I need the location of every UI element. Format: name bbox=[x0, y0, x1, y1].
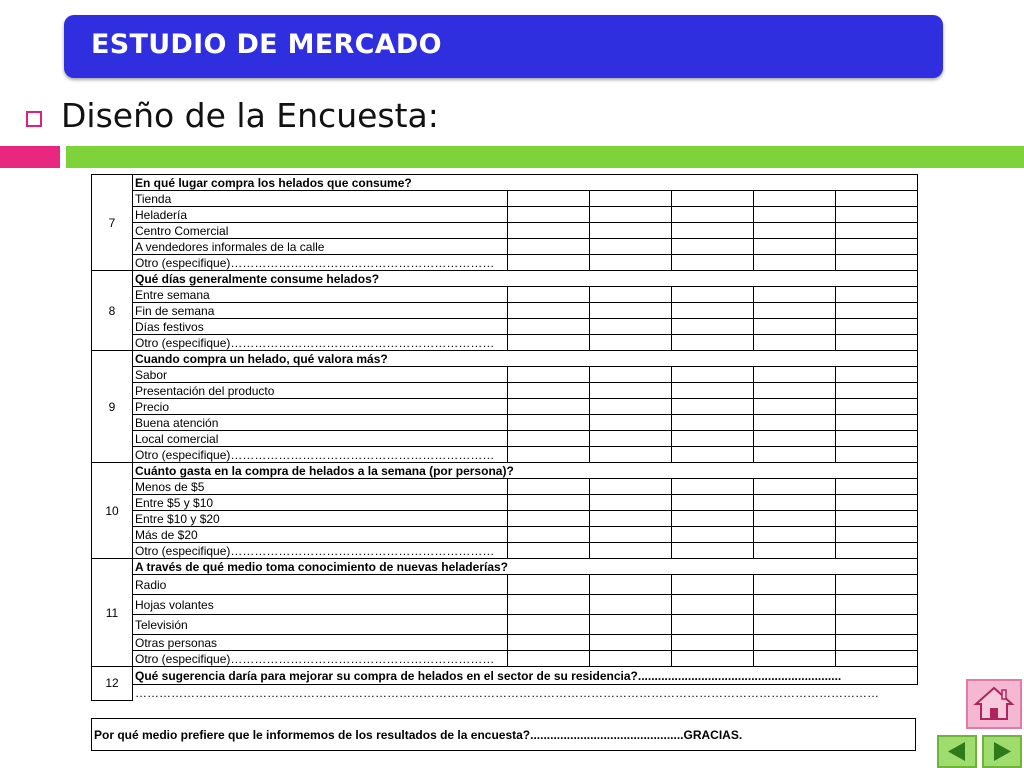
option-label: Entre $10 y $20 bbox=[133, 511, 508, 527]
answer-cell[interactable] bbox=[508, 191, 590, 207]
answer-cell[interactable] bbox=[672, 367, 754, 383]
answer-cell[interactable] bbox=[836, 415, 918, 431]
question-number: 9 bbox=[92, 351, 133, 463]
answer-cell[interactable] bbox=[836, 615, 918, 635]
answer-cell[interactable] bbox=[672, 635, 754, 651]
answer-cell[interactable] bbox=[672, 399, 754, 415]
answer-cell[interactable] bbox=[508, 415, 590, 431]
option-label: Otro (especifique)………………………………………………………… bbox=[133, 651, 508, 667]
answer-cell[interactable] bbox=[672, 495, 754, 511]
option-row bbox=[92, 319, 918, 335]
option-row bbox=[92, 415, 918, 431]
answer-cell[interactable] bbox=[754, 367, 836, 383]
option-label: Otro (especifique)………………………………………………………… bbox=[133, 255, 508, 271]
option-label: Televisión bbox=[133, 615, 508, 635]
answer-cell[interactable] bbox=[754, 651, 836, 667]
accent-stripe-pink bbox=[0, 146, 60, 168]
answer-cell[interactable] bbox=[672, 223, 754, 239]
answer-cell[interactable] bbox=[590, 511, 672, 527]
answer-cell[interactable] bbox=[672, 383, 754, 399]
option-row bbox=[92, 575, 918, 595]
answer-cell[interactable] bbox=[672, 595, 754, 615]
answer-cell[interactable] bbox=[508, 367, 590, 383]
option-row bbox=[92, 431, 918, 447]
answer-cell[interactable] bbox=[754, 543, 836, 559]
answer-cell[interactable] bbox=[672, 575, 754, 595]
answer-cell[interactable] bbox=[754, 287, 836, 303]
answer-cell[interactable] bbox=[754, 207, 836, 223]
option-label: Centro Comercial bbox=[133, 223, 508, 239]
answer-cell[interactable] bbox=[754, 511, 836, 527]
answer-cell[interactable] bbox=[754, 615, 836, 635]
answer-cell[interactable] bbox=[836, 447, 918, 463]
option-row bbox=[92, 383, 918, 399]
option-label: Otro (especifique)………………………………………………………… bbox=[133, 543, 508, 559]
option-row bbox=[92, 615, 918, 635]
option-row bbox=[92, 367, 918, 383]
option-row bbox=[92, 511, 918, 527]
answer-cell[interactable] bbox=[508, 303, 590, 319]
option-row bbox=[92, 191, 918, 207]
answer-cell[interactable] bbox=[836, 207, 918, 223]
answer-cell[interactable] bbox=[590, 239, 672, 255]
option-row bbox=[92, 399, 918, 415]
answer-cell[interactable] bbox=[590, 495, 672, 511]
answer-cell[interactable] bbox=[836, 495, 918, 511]
answer-cell[interactable] bbox=[508, 495, 590, 511]
answer-cell[interactable] bbox=[508, 615, 590, 635]
answer-cell[interactable] bbox=[754, 239, 836, 255]
option-label: Presentación del producto bbox=[133, 383, 508, 399]
question-text: Qué días generalmente consume helados? bbox=[133, 271, 918, 287]
option-label: Otras personas bbox=[133, 635, 508, 651]
answer-cell[interactable] bbox=[590, 287, 672, 303]
answer-cell[interactable] bbox=[754, 595, 836, 615]
answer-cell[interactable] bbox=[590, 431, 672, 447]
answer-cell[interactable] bbox=[672, 319, 754, 335]
option-row bbox=[92, 543, 918, 559]
option-row bbox=[92, 495, 918, 511]
answer-cell[interactable] bbox=[508, 511, 590, 527]
answer-cell[interactable] bbox=[672, 335, 754, 351]
answer-cell[interactable] bbox=[508, 447, 590, 463]
answer-cell[interactable] bbox=[590, 479, 672, 495]
option-label: Precio bbox=[133, 399, 508, 415]
answer-cell[interactable] bbox=[508, 479, 590, 495]
title-bar bbox=[64, 15, 943, 78]
answer-cell[interactable] bbox=[836, 651, 918, 667]
answer-cell[interactable] bbox=[590, 319, 672, 335]
question-text: Cuando compra un helado, qué valora más? bbox=[133, 351, 918, 367]
option-row bbox=[92, 303, 918, 319]
question-number: 11 bbox=[92, 559, 133, 667]
next-slide-button[interactable] bbox=[982, 735, 1022, 768]
option-row bbox=[92, 635, 918, 651]
option-row bbox=[92, 651, 918, 667]
previous-slide-button[interactable] bbox=[937, 735, 977, 768]
answer-cell[interactable] bbox=[508, 287, 590, 303]
answer-cell[interactable] bbox=[590, 207, 672, 223]
answer-line-row bbox=[92, 685, 918, 701]
answer-cell[interactable] bbox=[754, 415, 836, 431]
answer-cell[interactable] bbox=[754, 383, 836, 399]
answer-cell[interactable] bbox=[836, 511, 918, 527]
slide-title: ESTUDIO DE MERCADO bbox=[91, 29, 442, 60]
answer-cell[interactable] bbox=[672, 527, 754, 543]
section-heading: Diseño de la Encuesta: bbox=[61, 96, 439, 135]
answer-cell[interactable] bbox=[672, 287, 754, 303]
answer-cell[interactable] bbox=[672, 511, 754, 527]
survey-table bbox=[91, 174, 918, 701]
question-row bbox=[92, 559, 918, 575]
question-number: 12 bbox=[92, 667, 133, 701]
answer-cell[interactable] bbox=[590, 303, 672, 319]
answer-cell[interactable] bbox=[508, 527, 590, 543]
answer-cell[interactable] bbox=[836, 431, 918, 447]
answer-cell[interactable] bbox=[836, 239, 918, 255]
option-row bbox=[92, 239, 918, 255]
question-text: En qué lugar compra los helados que consume? bbox=[133, 175, 918, 191]
answer-cell[interactable] bbox=[590, 615, 672, 635]
option-label: Otro (especifique)………………………………………………………… bbox=[133, 335, 508, 351]
option-label: A vendedores informales de la calle bbox=[133, 239, 508, 255]
question-row bbox=[92, 463, 918, 479]
answer-cell[interactable] bbox=[836, 595, 918, 615]
question-number: 7 bbox=[92, 175, 133, 271]
answer-cell[interactable] bbox=[590, 651, 672, 667]
answer-cell[interactable] bbox=[836, 367, 918, 383]
option-label: Buena atención bbox=[133, 415, 508, 431]
answer-cell[interactable] bbox=[836, 319, 918, 335]
answer-cell[interactable] bbox=[672, 651, 754, 667]
option-label: Fin de semana bbox=[133, 303, 508, 319]
option-row bbox=[92, 335, 918, 351]
answer-cell[interactable] bbox=[754, 479, 836, 495]
answer-cell[interactable] bbox=[590, 543, 672, 559]
triangle-right-icon bbox=[984, 737, 1020, 766]
question-number: 10 bbox=[92, 463, 133, 559]
question-text: Cuánto gasta en la compra de helados a la semana (por persona)? bbox=[133, 463, 918, 479]
option-label: Sabor bbox=[133, 367, 508, 383]
answer-cell[interactable] bbox=[508, 635, 590, 651]
answer-cell[interactable] bbox=[590, 447, 672, 463]
option-label: Hojas volantes bbox=[133, 595, 508, 615]
answer-cell[interactable] bbox=[754, 335, 836, 351]
answer-cell[interactable] bbox=[590, 595, 672, 615]
question-text: Qué sugerencia daría para mejorar su compra de helados en el sector de su residencia?............................................................. bbox=[133, 667, 918, 685]
answer-cell[interactable] bbox=[508, 399, 590, 415]
answer-cell[interactable] bbox=[590, 335, 672, 351]
question-number: 8 bbox=[92, 271, 133, 351]
question-row bbox=[92, 351, 918, 367]
option-row bbox=[92, 207, 918, 223]
answer-cell[interactable] bbox=[754, 635, 836, 651]
answer-cell[interactable] bbox=[508, 431, 590, 447]
answer-cell[interactable] bbox=[836, 635, 918, 651]
option-label: Entre semana bbox=[133, 287, 508, 303]
answer-cell[interactable] bbox=[754, 303, 836, 319]
answer-cell[interactable] bbox=[508, 255, 590, 271]
home-icon bbox=[968, 681, 1020, 727]
answer-cell[interactable] bbox=[508, 335, 590, 351]
answer-cell[interactable] bbox=[508, 543, 590, 559]
answer-cell[interactable] bbox=[672, 615, 754, 635]
answer-cell[interactable] bbox=[754, 255, 836, 271]
answer-cell[interactable] bbox=[590, 575, 672, 595]
answer-cell[interactable] bbox=[508, 223, 590, 239]
answer-dotted-line[interactable]: …………………………………………………………………………………………………………………………………………………………………… bbox=[133, 685, 918, 701]
option-row bbox=[92, 527, 918, 543]
answer-cell[interactable] bbox=[672, 255, 754, 271]
answer-cell[interactable] bbox=[836, 335, 918, 351]
answer-cell[interactable] bbox=[836, 223, 918, 239]
answer-cell[interactable] bbox=[672, 447, 754, 463]
answer-cell[interactable] bbox=[836, 255, 918, 271]
option-label: Otro (especifique)………………………………………………………… bbox=[133, 447, 508, 463]
answer-cell[interactable] bbox=[754, 319, 836, 335]
option-label: Entre $5 y $10 bbox=[133, 495, 508, 511]
answer-cell[interactable] bbox=[672, 239, 754, 255]
answer-cell[interactable] bbox=[672, 431, 754, 447]
option-row bbox=[92, 595, 918, 615]
answer-cell[interactable] bbox=[836, 543, 918, 559]
answer-cell[interactable] bbox=[836, 399, 918, 415]
answer-cell[interactable] bbox=[508, 239, 590, 255]
option-label: Más de $20 bbox=[133, 527, 508, 543]
answer-cell[interactable] bbox=[672, 415, 754, 431]
option-label: Menos de $5 bbox=[133, 479, 508, 495]
option-row bbox=[92, 287, 918, 303]
accent-stripe-green bbox=[66, 146, 1024, 168]
answer-cell[interactable] bbox=[754, 527, 836, 543]
option-label: Local comercial bbox=[133, 431, 508, 447]
answer-cell[interactable] bbox=[508, 575, 590, 595]
answer-cell[interactable] bbox=[508, 595, 590, 615]
home-button[interactable] bbox=[966, 679, 1022, 729]
answer-cell[interactable] bbox=[836, 575, 918, 595]
answer-cell[interactable] bbox=[836, 383, 918, 399]
answer-cell[interactable] bbox=[754, 399, 836, 415]
answer-cell[interactable] bbox=[508, 207, 590, 223]
answer-cell[interactable] bbox=[754, 495, 836, 511]
bullet-square-icon bbox=[26, 111, 42, 127]
question-text: A través de qué medio toma conocimiento de nuevas heladerías? bbox=[133, 559, 918, 575]
option-row bbox=[92, 447, 918, 463]
answer-cell[interactable] bbox=[836, 191, 918, 207]
question-row bbox=[92, 667, 918, 685]
answer-cell[interactable] bbox=[590, 255, 672, 271]
answer-cell[interactable] bbox=[754, 575, 836, 595]
answer-cell[interactable] bbox=[590, 399, 672, 415]
answer-cell[interactable] bbox=[836, 287, 918, 303]
answer-cell[interactable] bbox=[754, 223, 836, 239]
answer-cell[interactable] bbox=[590, 383, 672, 399]
option-label: Días festivos bbox=[133, 319, 508, 335]
question-row bbox=[92, 271, 918, 287]
option-label: Heladería bbox=[133, 207, 508, 223]
answer-cell[interactable] bbox=[836, 479, 918, 495]
option-row bbox=[92, 479, 918, 495]
answer-cell[interactable] bbox=[836, 527, 918, 543]
triangle-left-icon bbox=[939, 737, 975, 766]
answer-cell[interactable] bbox=[754, 447, 836, 463]
option-row bbox=[92, 223, 918, 239]
answer-cell[interactable] bbox=[672, 207, 754, 223]
answer-cell[interactable] bbox=[590, 527, 672, 543]
answer-cell[interactable] bbox=[508, 319, 590, 335]
final-question: Por qué medio prefiere que le informemos de los resultados de la encuesta?..............................................GRACIAS. bbox=[91, 718, 916, 751]
option-label: Radio bbox=[133, 575, 508, 595]
answer-cell[interactable] bbox=[508, 383, 590, 399]
answer-cell[interactable] bbox=[836, 303, 918, 319]
option-label: Tienda bbox=[133, 191, 508, 207]
answer-cell[interactable] bbox=[754, 431, 836, 447]
answer-cell[interactable] bbox=[508, 651, 590, 667]
answer-cell[interactable] bbox=[590, 191, 672, 207]
answer-cell[interactable] bbox=[672, 303, 754, 319]
answer-cell[interactable] bbox=[754, 191, 836, 207]
option-row bbox=[92, 255, 918, 271]
answer-cell[interactable] bbox=[672, 191, 754, 207]
answer-cell[interactable] bbox=[672, 543, 754, 559]
answer-cell[interactable] bbox=[590, 367, 672, 383]
answer-cell[interactable] bbox=[590, 415, 672, 431]
answer-cell[interactable] bbox=[672, 479, 754, 495]
answer-cell[interactable] bbox=[590, 223, 672, 239]
answer-cell[interactable] bbox=[590, 635, 672, 651]
question-row bbox=[92, 175, 918, 191]
